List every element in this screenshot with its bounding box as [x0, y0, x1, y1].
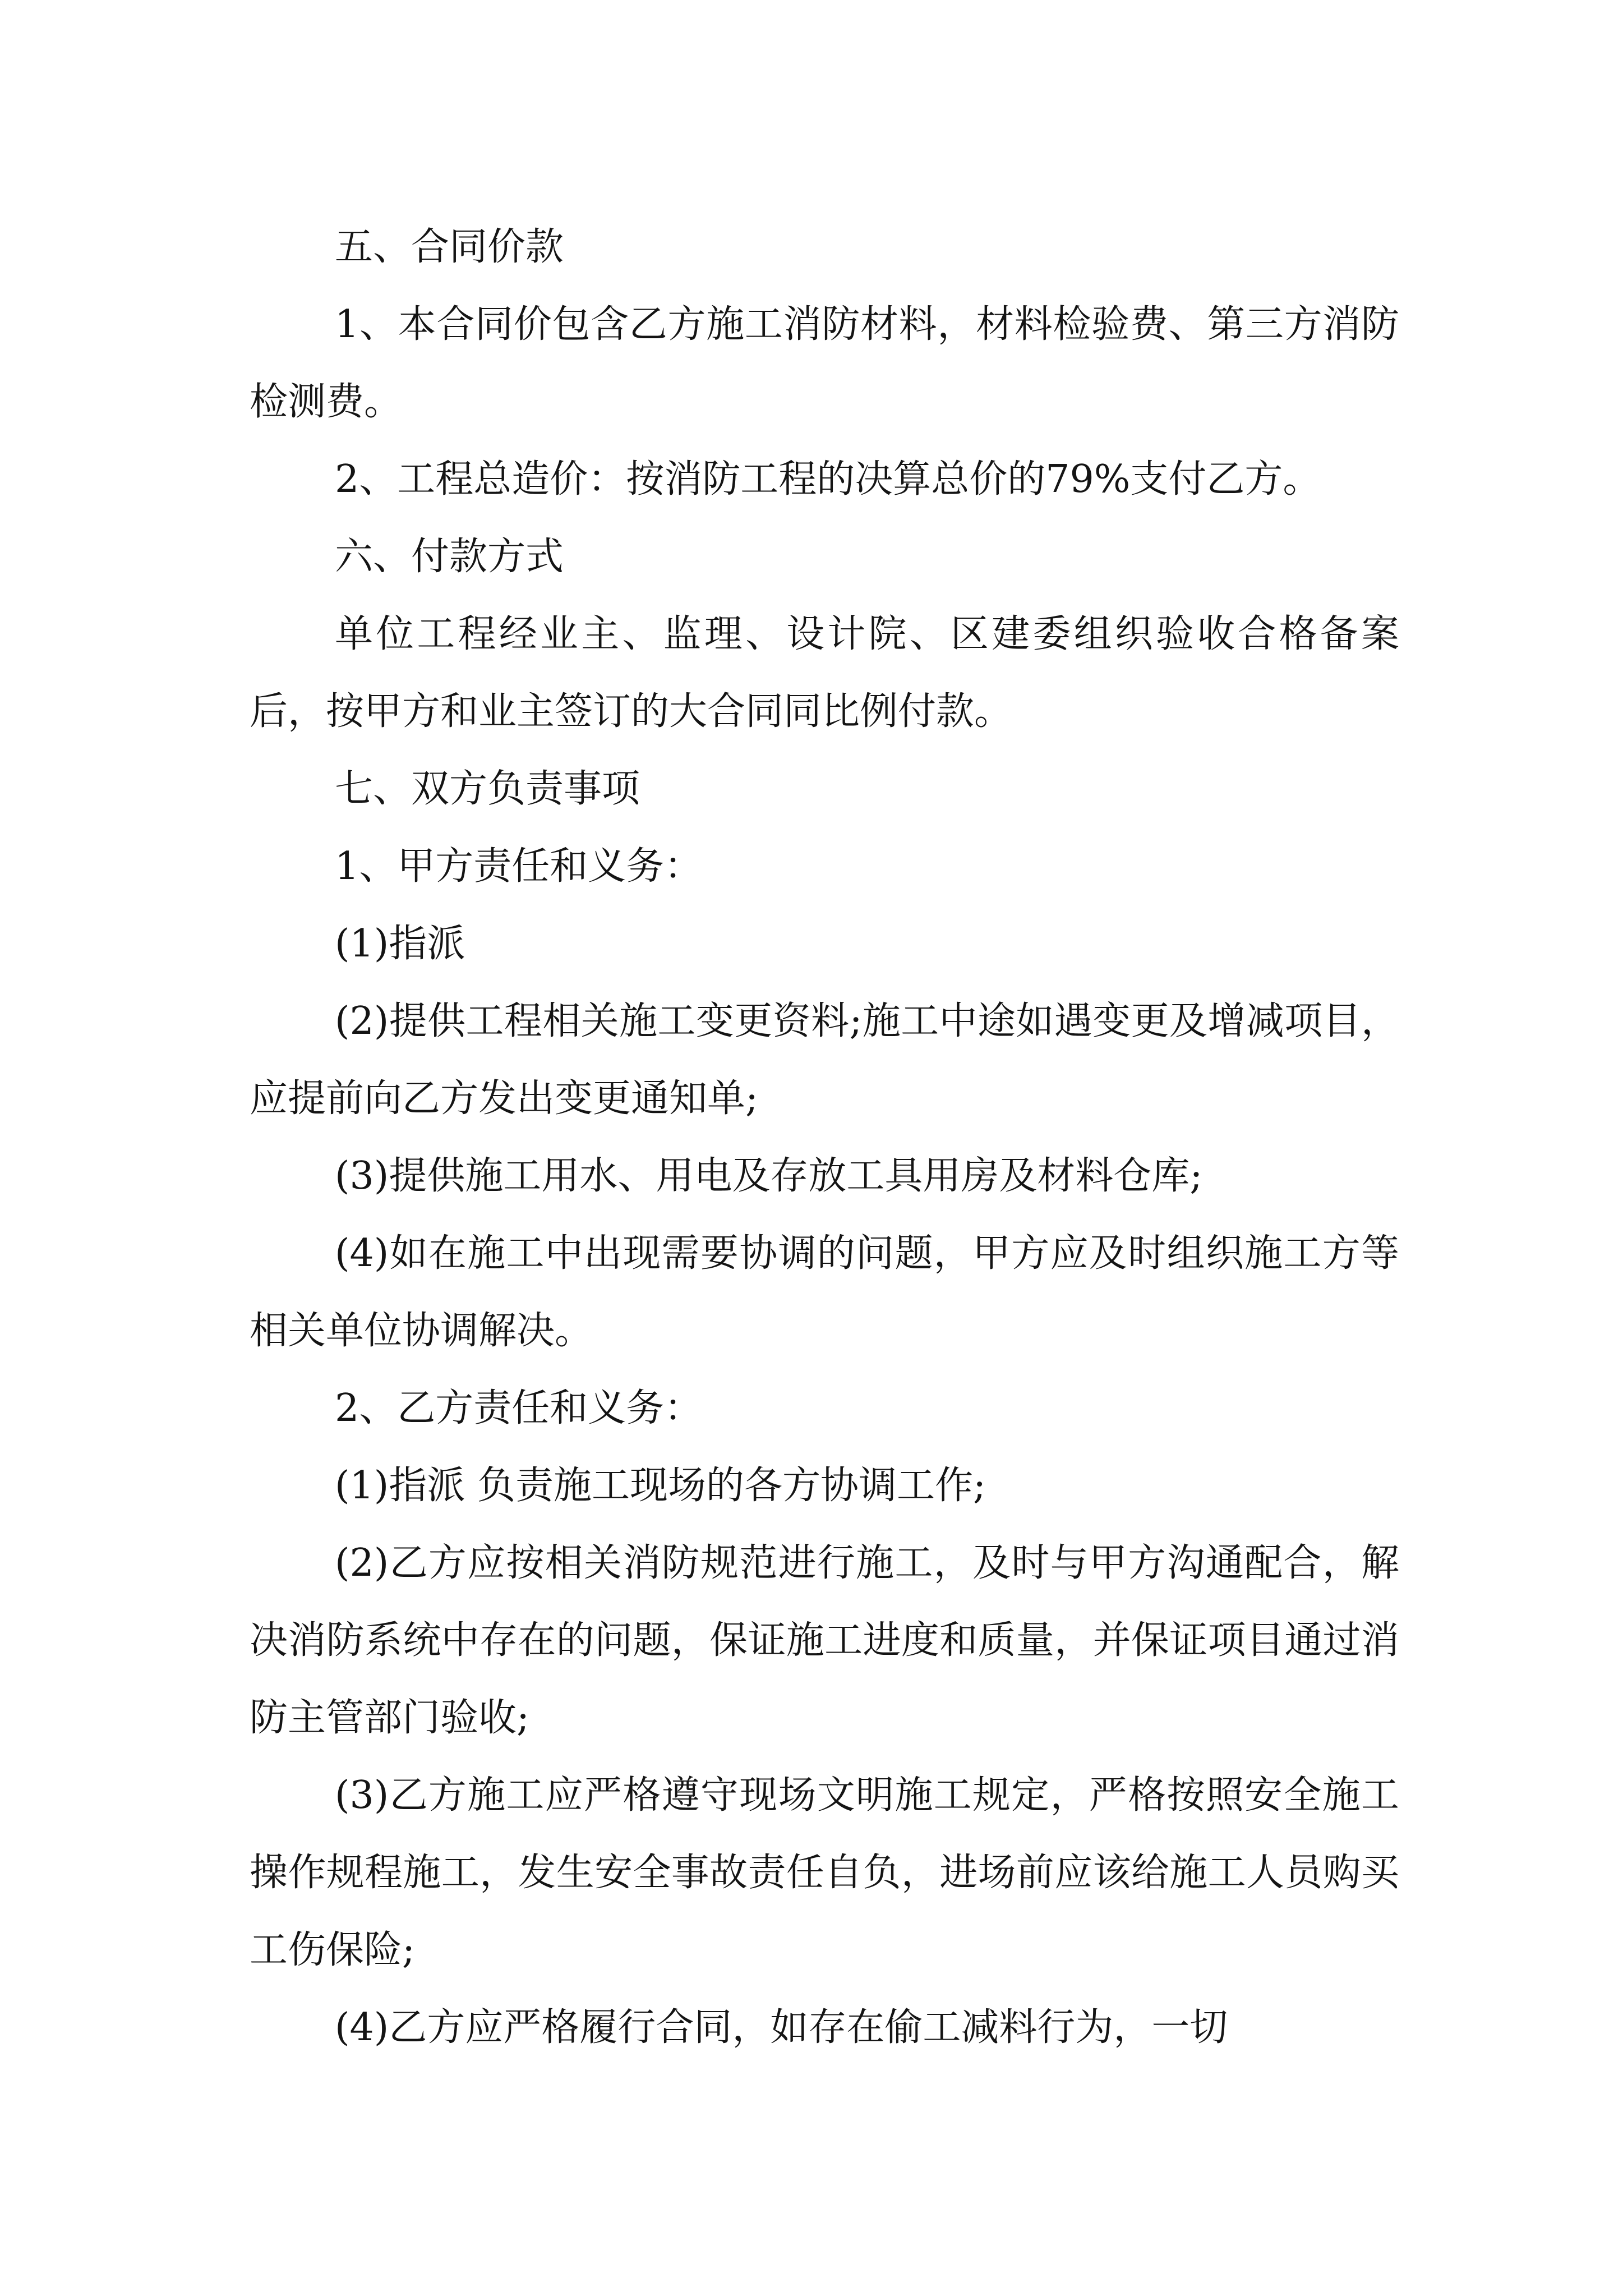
- list-item-a-1: (1)指派: [335, 922, 465, 966]
- subheading-party-b-duties: 2、乙方责任和义务：: [335, 1386, 703, 1430]
- section-heading-payment-method: 六、付款方式: [335, 535, 564, 579]
- subheading-party-a-duties: 1、甲方责任和义务：: [335, 844, 703, 889]
- list-item-b-1: (1)指派 负责施工现场的各方协调工作;: [335, 1464, 986, 1508]
- section-heading-responsibilities: 七、双方负责事项: [335, 767, 640, 811]
- list-item-b-4: (4)乙方应严格履行合同，如存在偷工减料行为，一切: [335, 2005, 1228, 2050]
- list-item-b-3: (3)乙方施工应严格遵守现场文明施工规定，严格按照安全施工操作规程施工，发生安全事故责任自负，进场前应该给施工人员购买工伤保险;: [250, 1773, 1399, 1972]
- paragraph-price-scope: 1、本合同价包含乙方施工消防材料，材料检验费、第三方消防检测费。: [250, 302, 1399, 424]
- list-item-a-2: (2)提供工程相关施工变更资料;施工中途如遇变更及增减项目，应提前向乙方发出变更通知单;: [250, 999, 1399, 1121]
- section-heading-contract-price: 五、合同价款: [335, 225, 564, 269]
- list-item-b-2: (2)乙方应按相关消防规范进行施工，及时与甲方沟通配合，解决消防系统中存在的问题，保证施工进度和质量，并保证项目通过消防主管部门验收;: [250, 1541, 1399, 1740]
- list-item-a-3: (3)提供施工用水、用电及存放工具用房及材料仓库;: [335, 1154, 1203, 1198]
- document-body: [250, 209, 1399, 2067]
- list-item-a-4: (4)如在施工中出现需要协调的问题，甲方应及时组织施工方等相关单位协调解决。: [250, 1231, 1399, 1353]
- paragraph-payment-terms: 单位工程经业主、监理、设计院、区建委组织验收合格备案后，按甲方和业主签订的大合同同比例付款。: [250, 612, 1399, 734]
- paragraph-total-cost: 2、工程总造价：按消防工程的决算总价的79%支付乙方。: [335, 457, 1321, 501]
